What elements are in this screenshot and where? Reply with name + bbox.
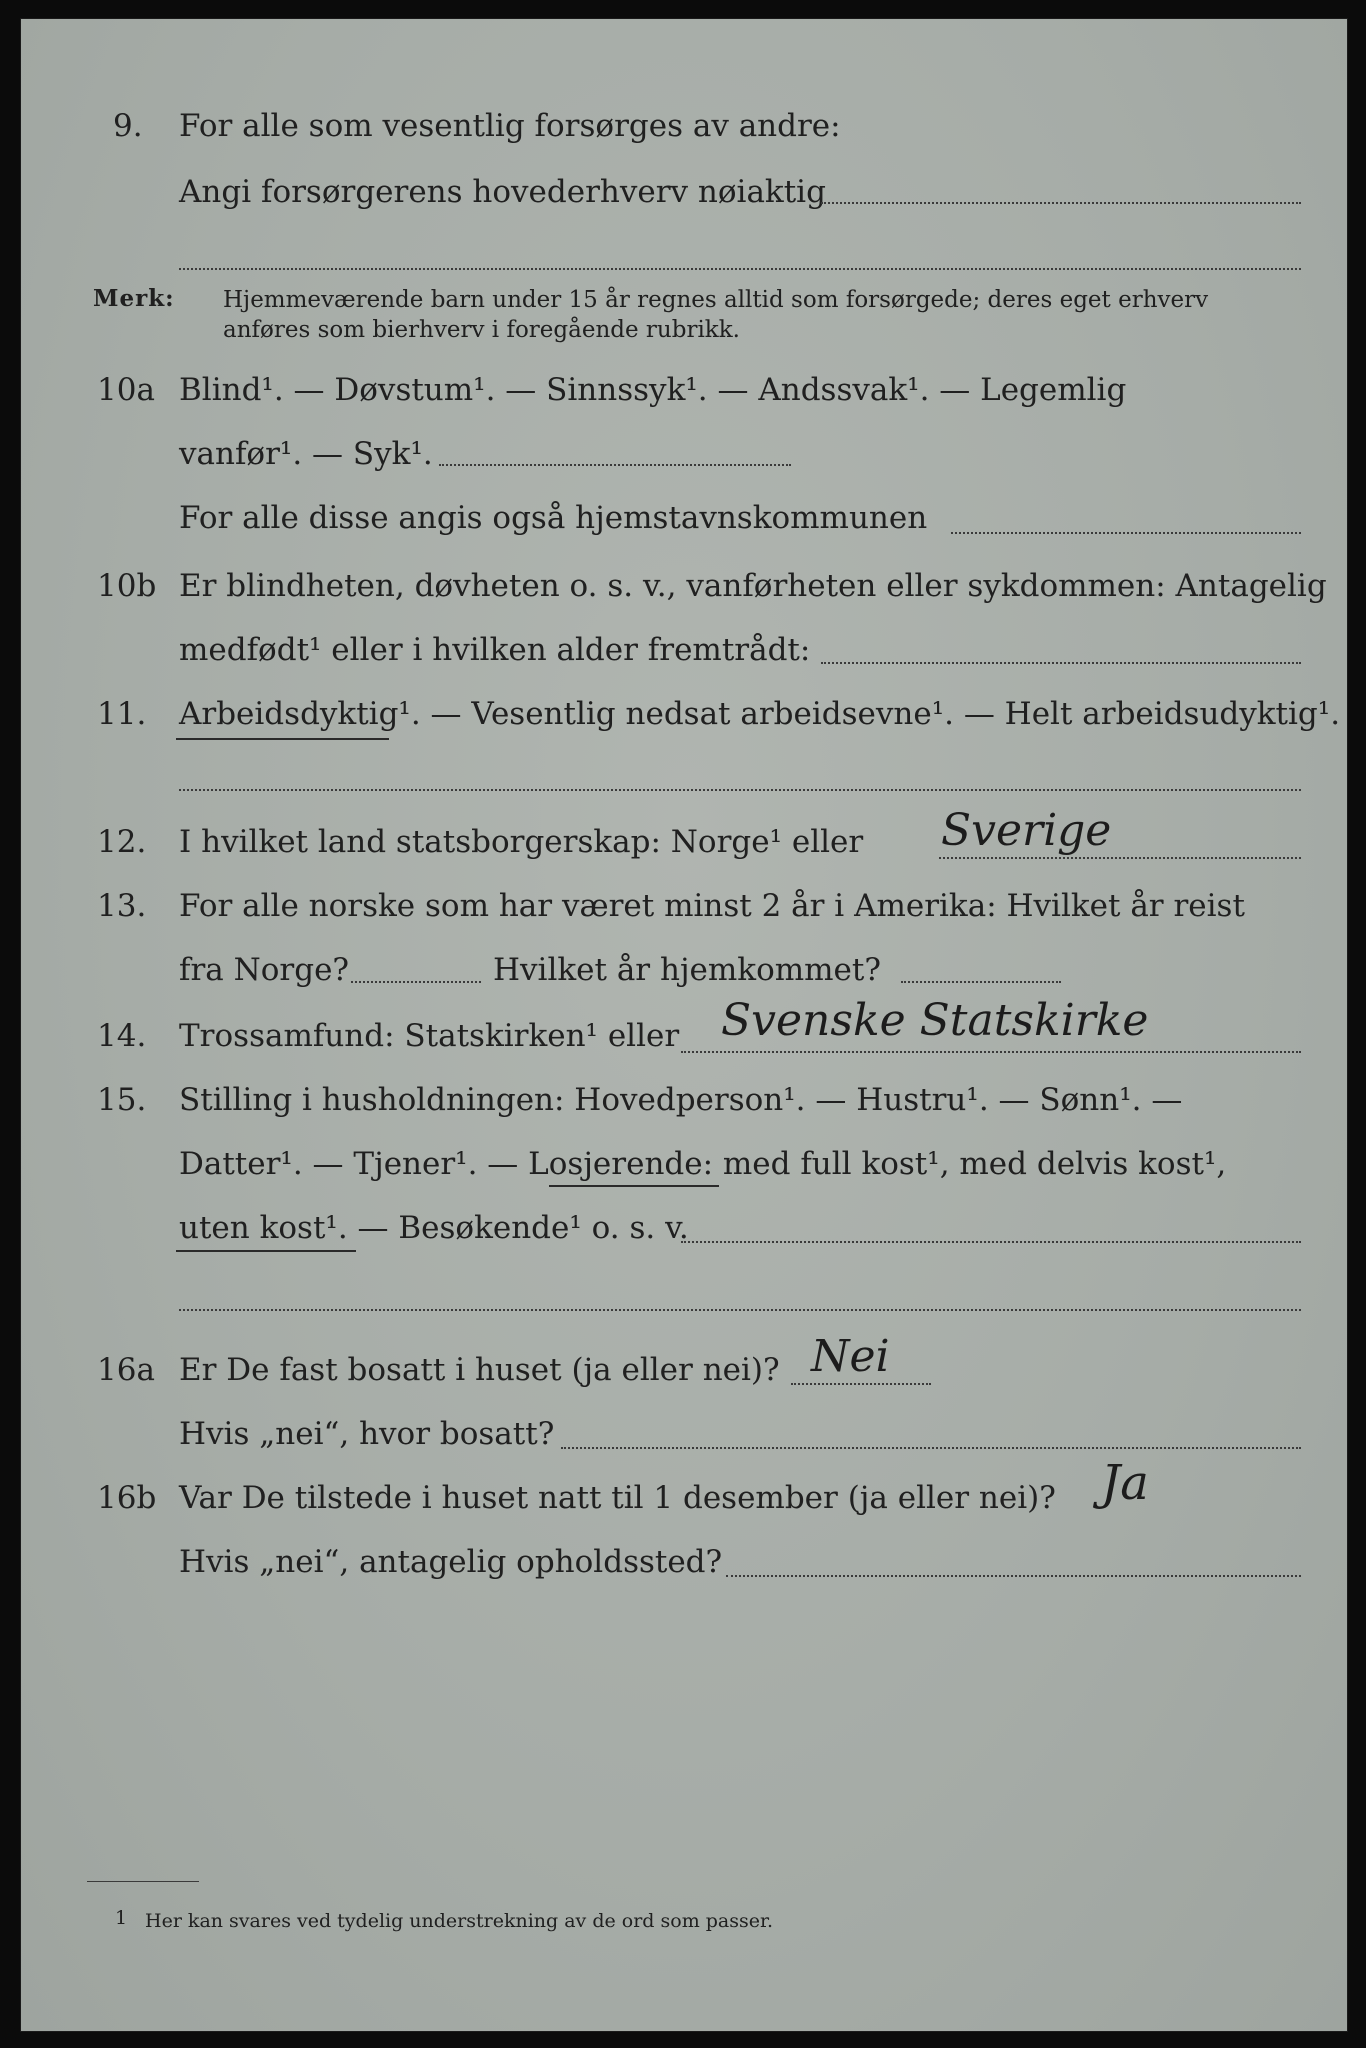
q13-year-returned-line[interactable] bbox=[901, 981, 1061, 983]
q9-answer-line[interactable] bbox=[821, 202, 1301, 204]
q16b-location-line[interactable] bbox=[726, 1575, 1301, 1577]
q12-number: 12. bbox=[97, 824, 147, 860]
q13-number: 13. bbox=[97, 888, 147, 924]
merk-text-line1: Hjemmeværende barn under 15 år regnes alltid som forsørgede; deres eget erhverv bbox=[223, 287, 1209, 313]
q11-number: 11. bbox=[97, 696, 147, 732]
q16a-text-line2: Hvis „nei“, hvor bosatt? bbox=[179, 1416, 555, 1452]
q13-text-line2b: Hvilket år hjemkommet? bbox=[493, 952, 881, 988]
q9-number: 9. bbox=[113, 108, 143, 144]
q9-text-line2: Angi forsørgerens hovederhverv nøiaktig bbox=[179, 174, 826, 210]
q14-number: 14. bbox=[97, 1018, 147, 1054]
q10a-hometown-line[interactable] bbox=[951, 532, 1301, 534]
q11-answer-line[interactable] bbox=[179, 789, 1301, 791]
q15-uten-kost-underline bbox=[176, 1250, 356, 1252]
q14-text-line1: Trossamfund: Statskirken¹ eller bbox=[179, 1018, 680, 1054]
q10b-answer-line[interactable] bbox=[821, 662, 1301, 664]
q16a-number: 16a bbox=[97, 1352, 155, 1388]
q15-text-line3: uten kost¹. — Besøkende¹ o. s. v. bbox=[179, 1210, 689, 1246]
q16b-handwritten-answer: Ja bbox=[1101, 1455, 1149, 1511]
q10a-number: 10a bbox=[97, 372, 155, 408]
q16b-text-line1: Var De tilstede i huset natt til 1 desember (ja eller nei)? bbox=[179, 1480, 1056, 1516]
q9-text-line1: For alle som vesentlig forsørges av andre: bbox=[179, 108, 841, 144]
q15-text-line1: Stilling i husholdningen: Hovedperson¹. — Hustru¹. — Sønn¹. — bbox=[179, 1082, 1183, 1118]
q16a-text-line1: Er De fast bosatt i huset (ja eller nei)? bbox=[179, 1352, 780, 1388]
q13-text-line2a: fra Norge? bbox=[179, 952, 350, 988]
q14-answer-line[interactable] bbox=[681, 1051, 1301, 1053]
q16a-location-line[interactable] bbox=[561, 1447, 1301, 1449]
q15-losjerende-underline bbox=[549, 1185, 719, 1187]
q12-text-line1: I hvilket land statsborgerskap: Norge¹ eller bbox=[179, 824, 864, 860]
q12-handwritten-answer: Sverige bbox=[941, 805, 1112, 856]
q9-answer-line-2[interactable] bbox=[179, 268, 1301, 270]
q11-handwritten-underline bbox=[176, 738, 389, 740]
q14-handwritten-answer: Svenske Statskirke bbox=[721, 995, 1149, 1046]
census-form-page bbox=[20, 18, 1348, 2032]
q16a-answer-line[interactable] bbox=[791, 1383, 931, 1385]
q15-answer-line[interactable] bbox=[681, 1241, 1301, 1243]
q13-year-left-line[interactable] bbox=[351, 981, 481, 983]
q10a-text-line2: vanfør¹. — Syk¹. bbox=[179, 436, 433, 472]
merk-label: Merk: bbox=[93, 285, 175, 312]
footnote-separator bbox=[87, 1881, 199, 1882]
q11-text-line1: Arbeidsdyktig¹. — Vesentlig nedsat arbeidsevne¹. — Helt arbeidsudyktig¹. bbox=[179, 696, 1341, 732]
q13-text-line1: For alle norske som har været minst 2 år i Amerika: Hvilket år reist bbox=[179, 888, 1245, 924]
q10a-text-line1: Blind¹. — Døvstum¹. — Sinnssyk¹. — Andssvak¹. — Legemlig bbox=[179, 372, 1127, 408]
q10b-number: 10b bbox=[97, 568, 157, 604]
q10b-text-line2: medfødt¹ eller i hvilken alder fremtrådt: bbox=[179, 632, 811, 668]
q10b-text-line1: Er blindheten, døvheten o. s. v., vanførheten eller sykdommen: Antagelig bbox=[179, 568, 1327, 604]
q10a-answer-line[interactable] bbox=[439, 464, 791, 466]
q16b-text-line2: Hvis „nei“, antagelig opholdssted? bbox=[179, 1544, 723, 1580]
q12-answer-line[interactable] bbox=[939, 857, 1301, 859]
footnote-text: Her kan svares ved tydelig understrekning av de ord som passer. bbox=[145, 1910, 774, 1932]
q16b-number: 16b bbox=[97, 1480, 157, 1516]
merk-text-line2: anføres som bierhverv i foregående rubrikk. bbox=[223, 317, 740, 343]
footnote-mark: 1 bbox=[115, 1907, 128, 1929]
q15-number: 15. bbox=[97, 1082, 147, 1118]
q15-text-line2: Datter¹. — Tjener¹. — Losjerende: med full kost¹, med delvis kost¹, bbox=[179, 1146, 1227, 1182]
q10a-text-line3: For alle disse angis også hjemstavnskommunen bbox=[179, 500, 928, 536]
q15-answer-line-2[interactable] bbox=[179, 1309, 1301, 1311]
q16a-handwritten-answer: Nei bbox=[811, 1331, 890, 1382]
